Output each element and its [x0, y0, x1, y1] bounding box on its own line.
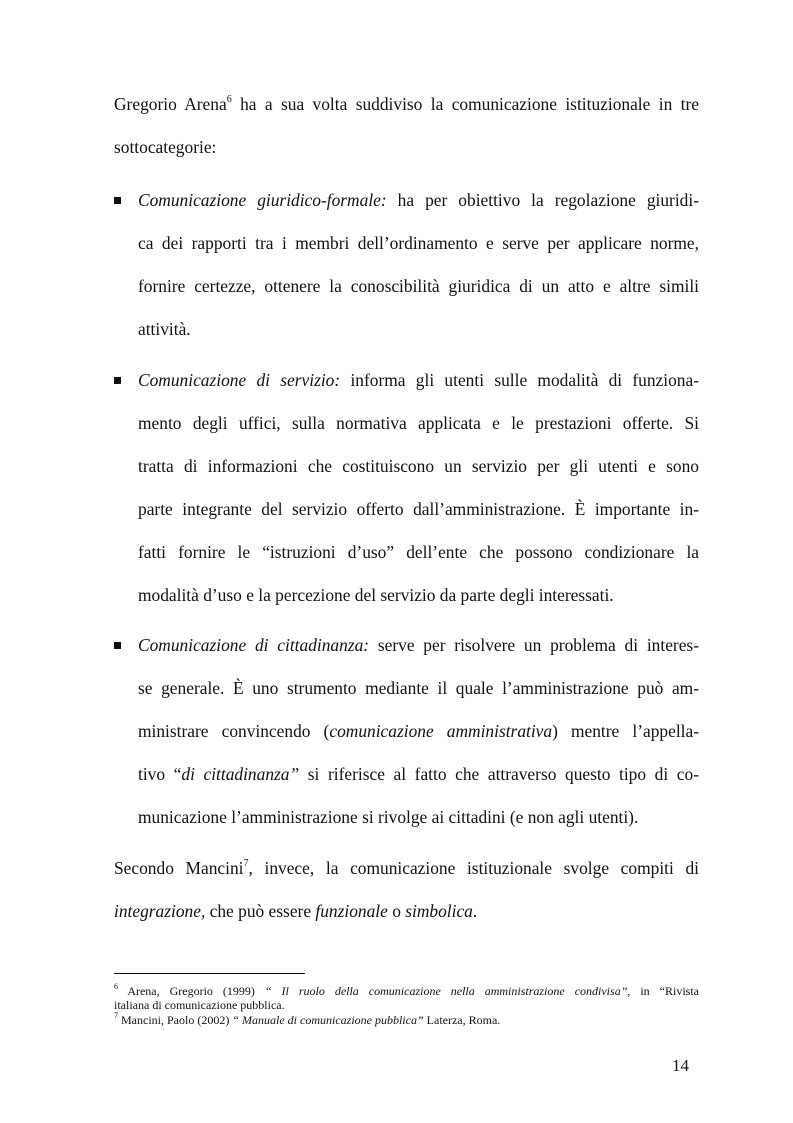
document-page: Gregorio Arena$^6$ ha a sua volta suddiviso la comunicazione istituzionale in tre sottocategorie: Comunicazione giuridico-formale: ha per obiettivo la regolazione giuridi- ca dei rapporti tra i membri dell’ordinamento e serve per applicare norme, fornire certezze, ottenere la conoscibilità giuridica di un atto e altre simili attività. Comunicazione di servizio: informa gli utenti sulle modalità di funziona- mento degli uffici, sulla normativa applicata e le prestazioni offerte. Si tratta di informazioni che costituiscono un servizio per gli utenti e sono parte integrante del servizio offerto dall’amministrazione. È importante in- fatti fornire le “istruzioni d’uso” dell’ente che possono condizionare la modalità d’uso e la percezione del servizio da parte degli interessati. Comunicazione di cittadinanza: serve per risolvere un problema di interes- se generale. È uno strumento mediante il quale l’amministrazione può am- ministrare convincendo (comunicazione amministrativa) mentre l’appella- tivo “di cittadinanza” si riferisce al fatto che attraverso questo tipo di co- municazione l’amministrazione si rivolge ai cittadini (e non agli utenti). Secondo Mancini$^7$, invece, la comunicazione istituzionale svolge compiti di integrazione, che può essere funzionale o simbolica. $^6$ Arena, Gregorio (1999) “ Il ruolo della comunicazione nella amministrazione condivisa”, in “Rivista italiana di comunicazione pubblica. $^7$ Mancini, Paolo (2002) “ Manuale di comunicazione pubblica” Laterza, Roma. 14 — [114, 94, 700, 1075]
bullet-term: Comunicazione giuridico-formale: — [138, 190, 387, 210]
footnote-ref-7[interactable]: 7 — [243, 858, 249, 870]
intro-line-1: Gregorio Arena$^6$ ha a sua volta suddiviso la comunicazione istituzionale in tre — [114, 94, 699, 114]
bullet-term: Comunicazione di cittadinanza: — [138, 635, 370, 655]
footnote-mark: 6 — [114, 982, 118, 991]
square-bullet-icon — [114, 197, 121, 204]
footnote-mark: 7 — [114, 1011, 118, 1020]
square-bullet-icon — [114, 377, 121, 384]
square-bullet-icon — [114, 642, 121, 649]
footnote-ref-6[interactable]: 6 — [226, 94, 232, 106]
footnote-divider — [114, 973, 305, 974]
bullet-term: Comunicazione di servizio: — [138, 370, 341, 390]
page-number: 14 — [672, 1056, 689, 1075]
intro-line-2: sottocategorie: — [114, 137, 217, 157]
